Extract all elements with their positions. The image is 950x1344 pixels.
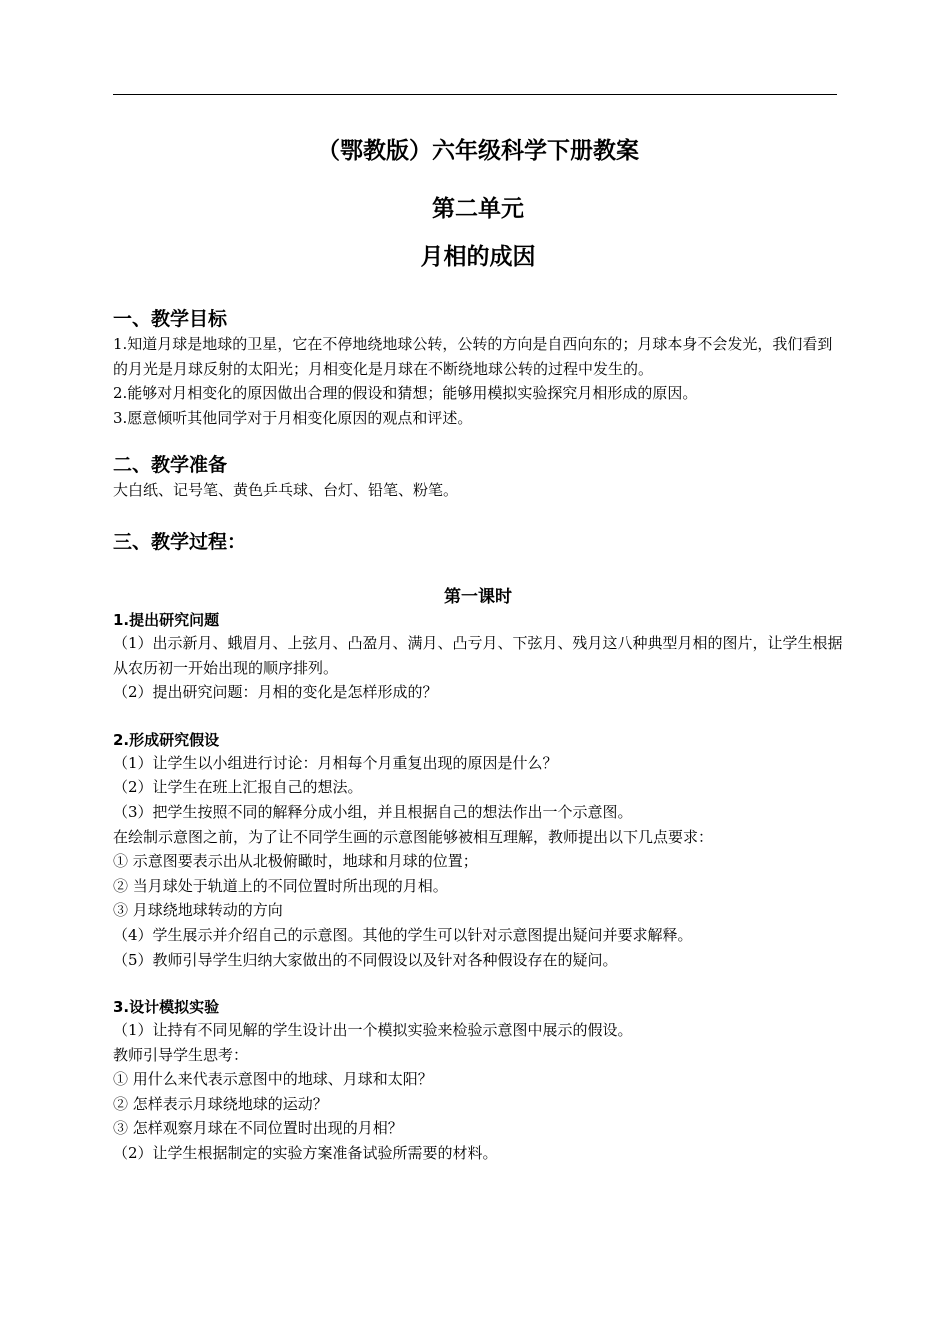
step-lines-experiment-design (113, 1018, 843, 1166)
step-line: ③ 怎样观察月球在不同位置时出现的月相？ (113, 1119, 403, 1138)
step-line: （1）出示新月、蛾眉月、上弦月、凸盈月、满月、凸亏月、下弦月、残月这八种典型月相的图片，让学生根据从农历初一开始出现的顺序排列。 (113, 633, 843, 677)
step-line: （2）让学生根据制定的实验方案准备试验所需要的材料。 (113, 1144, 498, 1163)
step-line: （2）提出研究问题：月相的变化是怎样形成的？ (113, 683, 438, 702)
objective-item: 2.能够对月相变化的原因做出合理的假设和猜想；能够用模拟实验探究月相形成的原因。 (113, 384, 698, 403)
section-heading-preparation: 二、教学准备 (113, 454, 228, 477)
step-line: （1）让持有不同见解的学生设计出一个模拟实验来检验示意图中展示的假设。 (113, 1021, 633, 1040)
step-heading-experiment-design: 3.设计模拟实验 (113, 998, 220, 1017)
step-line: ③ 月球绕地球转动的方向 (113, 901, 283, 920)
document-title: （鄂教版）六年级科学下册教案 (317, 138, 639, 164)
preparation-materials: 大白纸、记号笔、黄色乒乓球、台灯、铅笔、粉笔。 (113, 481, 459, 500)
step-line: （3）把学生按照不同的解释分成小组，并且根据自己的想法作出一个示意图。 (113, 802, 633, 821)
section-heading-objectives: 一、教学目标 (113, 308, 228, 330)
step-line: ② 当月球处于轨道上的不同位置时所出现的月相。 (113, 876, 448, 895)
step-line: （4）学生展示并介绍自己的示意图。其他的学生可以针对示意图提出疑问并要求解释。 (113, 925, 693, 944)
step-lines-research-question (113, 631, 843, 705)
step-line: （1）让学生以小组进行讨论：月相每个月重复出现的原因是什么？ (113, 753, 558, 772)
step-line: （5）教师引导学生归纳大家做出的不同假设以及针对各种假设存在的疑问。 (113, 950, 618, 969)
step-line: ② 怎样表示月球绕地球的运动？ (113, 1094, 328, 1113)
document-body (113, 126, 843, 1166)
lesson-name: 月相的成因 (420, 244, 536, 270)
step-line: 教师引导学生思考： (113, 1045, 249, 1064)
unit-title: 第二单元 (432, 196, 524, 222)
step-line: （2）让学生在班上汇报自己的想法。 (113, 778, 363, 797)
step-line: ① 用什么来代表示意图中的地球、月球和太阳？ (113, 1070, 433, 1089)
objective-item: 3.愿意倾听其他同学对于月相变化原因的观点和评述。 (113, 408, 473, 427)
lesson-period-title: 第一课时 (444, 586, 512, 607)
step-lines-hypothesis (113, 751, 843, 972)
objective-item: 1.知道月球是地球的卫星，它在不停地绕地球公转，公转的方向是自西向东的；月球本身不会发光，我们看到的月光是月球反射的太阳光；月相变化是月球在不断绕地球公转的过程中发生的。 (113, 335, 833, 378)
step-heading-research-question: 1.提出研究问题 (113, 610, 220, 629)
step-line: ① 示意图要表示出从北极俯瞰时，地球和月球的位置； (113, 852, 478, 871)
section-heading-process: 三、教学过程： (113, 530, 247, 553)
step-line: 在绘制示意图之前，为了让不同学生画的示意图能够被相互理解，教师提出以下几点要求： (113, 827, 714, 846)
step-heading-hypothesis: 2.形成研究假设 (113, 730, 220, 749)
header-rule (113, 94, 837, 95)
